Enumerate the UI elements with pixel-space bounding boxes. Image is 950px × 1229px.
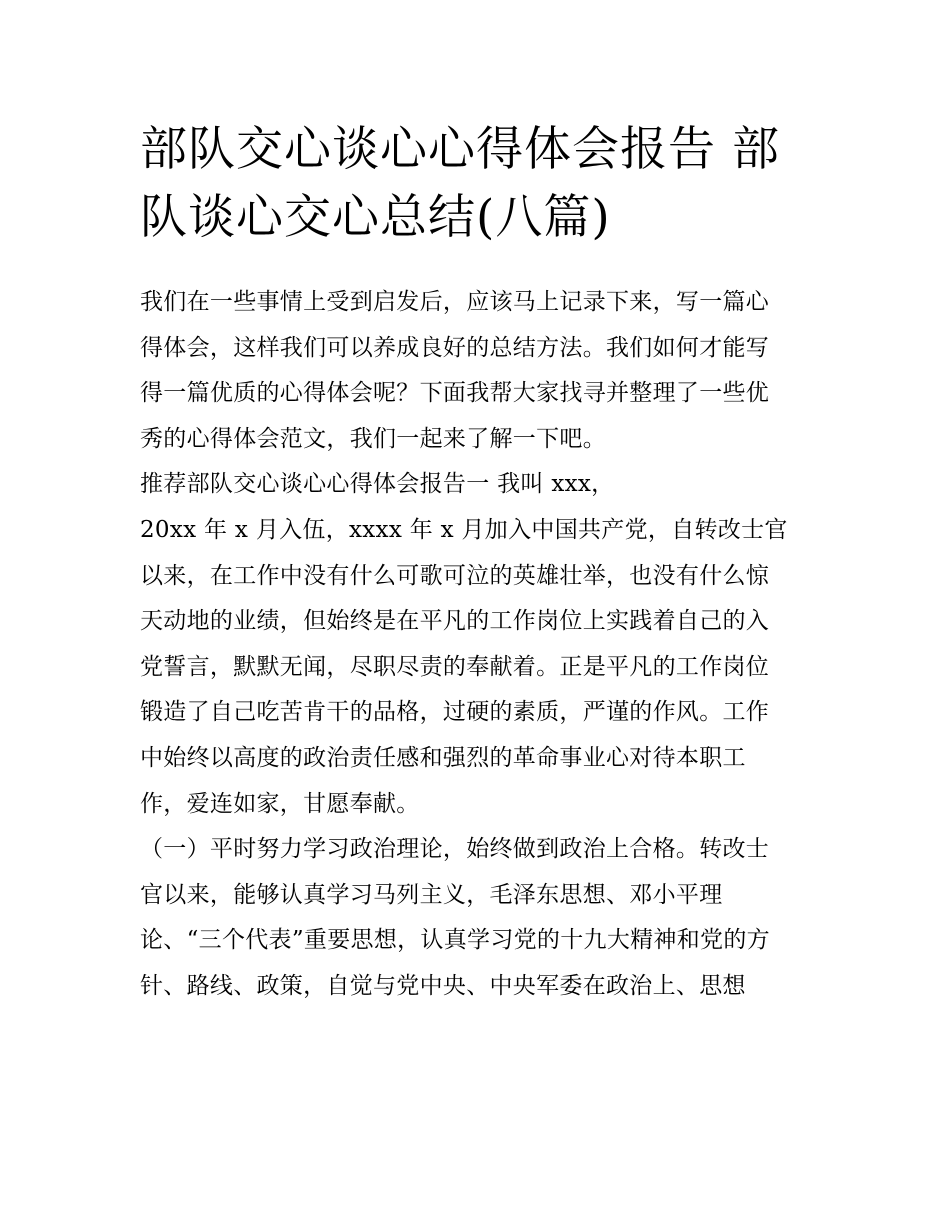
body-line: 党誓言，默默无闻，尽职尽责的奉献着。正是平凡的工作岗位 bbox=[140, 653, 770, 680]
body-line: 以来，在工作中没有什么可歌可泣的英雄壮举，也没有什么惊 bbox=[140, 562, 770, 589]
body-line: 秀的心得体会范文，我们一起来了解一下吧。 bbox=[140, 425, 606, 452]
document-body bbox=[140, 282, 830, 1012]
body-line: 中始终以高度的政治责任感和强烈的革命事业心对待本职工 bbox=[140, 744, 746, 771]
title-line: 部队交心谈心心得体会报告 部 bbox=[140, 122, 780, 177]
body-line: 推荐部队交心谈心心得体会报告一 我叫 xxx， bbox=[140, 471, 615, 498]
body-line: 针、路线、政策，自觉与党中央、中央军委在政治上、思想 bbox=[140, 972, 746, 999]
body-line: 作，爱连如家，甘愿奉献。 bbox=[140, 790, 420, 817]
body-line: 20xx 年 x 月入伍，xxxx 年 x 月加入中国共产党，自转改士官 bbox=[140, 516, 788, 543]
title-line: 队谈心交心总结(八篇) bbox=[140, 190, 611, 245]
body-line: 官以来，能够认真学习马列主义，毛泽东思想、邓小平理 bbox=[140, 881, 723, 908]
body-line: 得体会，这样我们可以养成良好的总结方法。我们如何才能写 bbox=[140, 334, 770, 361]
body-line: 论、“三个代表”重要思想，认真学习党的十九大精神和党的方 bbox=[140, 927, 770, 954]
document-title bbox=[140, 116, 820, 252]
body-line: 天动地的业绩，但始终是在平凡的工作岗位上实践着自己的入 bbox=[140, 608, 770, 635]
body-line: 锻造了自己吃苦肯干的品格，过硬的素质，严谨的作风。工作 bbox=[140, 699, 770, 726]
body-line: 我们在一些事情上受到启发后，应该马上记录下来，写一篇心 bbox=[140, 289, 770, 315]
body-line: 得一篇优质的心得体会呢？下面我帮大家找寻并整理了一些优 bbox=[140, 380, 770, 407]
body-line: （一）平时努力学习政治理论，始终做到政治上合格。转改士 bbox=[140, 836, 770, 863]
